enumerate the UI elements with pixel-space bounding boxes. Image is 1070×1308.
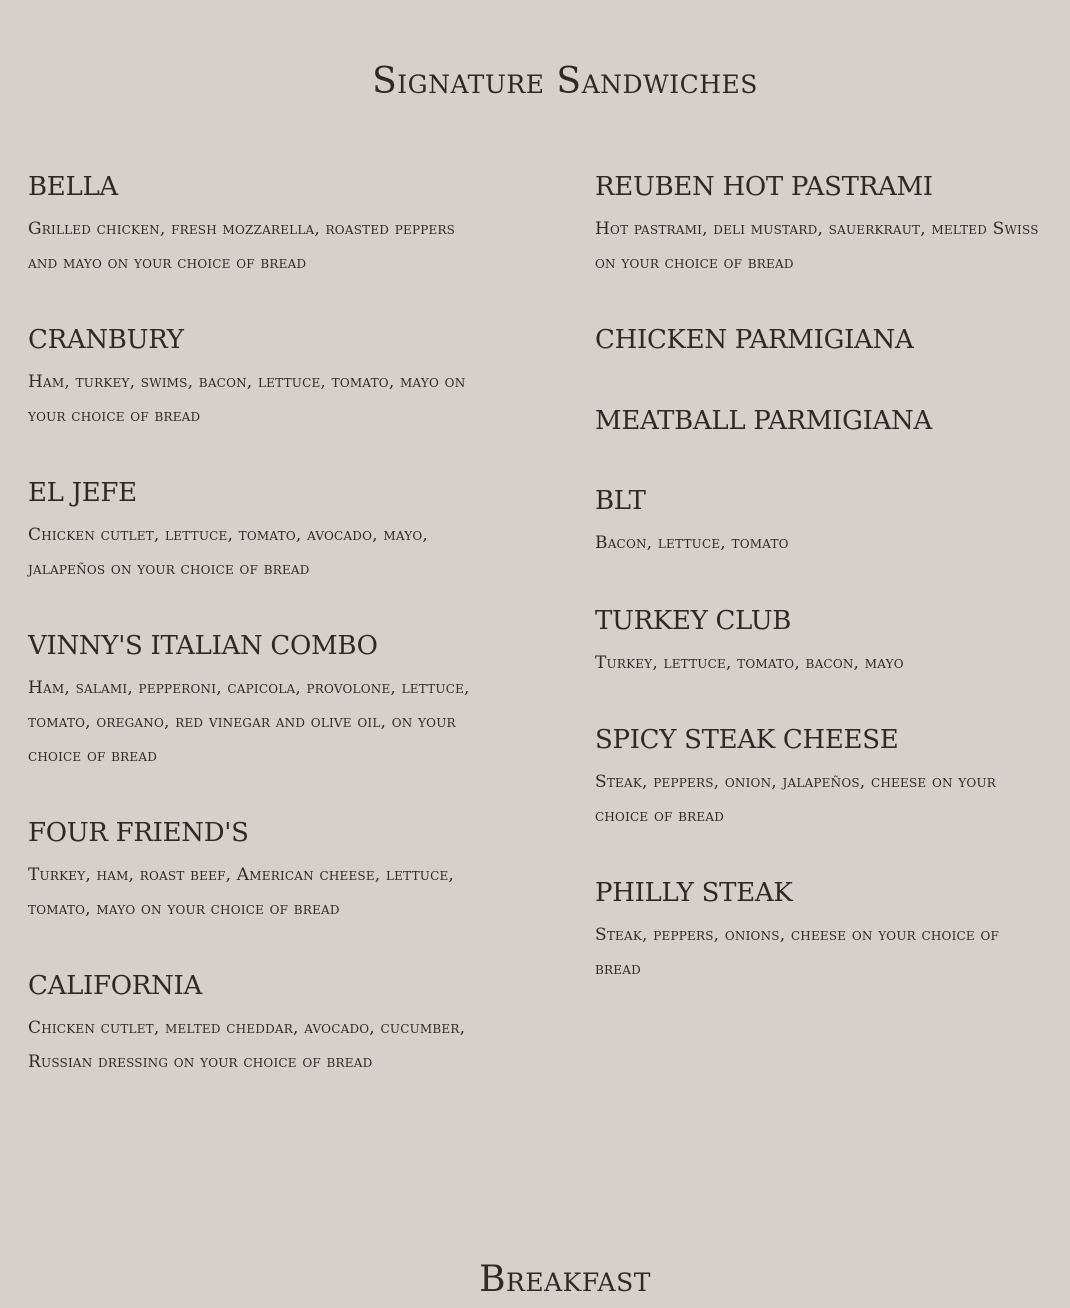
- menu-item-bella: [28, 172, 488, 280]
- menu-item-name: EL JEFE: [28, 478, 137, 508]
- menu-item-name: PHILLY STEAK: [595, 878, 793, 908]
- menu-item-vinnys-italian-combo: [28, 631, 488, 773]
- menu-item-name: BLT: [595, 486, 646, 516]
- menu-item-description: Turkey, ham, roast beef, American cheese, lettuce, tomato, mayo on your choice of bread: [28, 865, 455, 919]
- menu-item-california: [28, 971, 488, 1079]
- menu-item-chicken-parmigiana: [595, 325, 1040, 355]
- menu-item-cranbury: [28, 325, 488, 433]
- menu-item-name: SPICY STEAK CHEESE: [595, 725, 899, 755]
- menu-item-name: REUBEN HOT PASTRAMI: [595, 172, 933, 202]
- menu-item-blt: [595, 486, 1040, 560]
- menu-item-description: Ham, turkey, swims, bacon, lettuce, tomato, mayo on your choice of bread: [28, 372, 466, 426]
- menu-item-reuben-hot-pastrami: [595, 172, 1040, 280]
- menu-item-description: Chicken cutlet, lettuce, tomato, avocado, mayo, jalapeños on your choice of bread: [28, 525, 428, 579]
- menu-item-name: CRANBURY: [28, 325, 184, 355]
- menu-item-description: Chicken cutlet, melted cheddar, avocado, cucumber, Russian dressing on your choice of bread: [28, 1018, 466, 1072]
- menu-item-meatball-parmigiana: [595, 406, 1040, 436]
- menu-item-name: FOUR FRIEND'S: [28, 818, 249, 848]
- menu-item-description: Steak, peppers, onions, cheese on your choice of bread: [595, 925, 1000, 979]
- menu-item-name: TURKEY CLUB: [595, 606, 792, 636]
- menu-item-name: MEATBALL PARMIGIANA: [595, 406, 932, 436]
- section-title-signature-sandwiches: Signature Sandwiches: [372, 61, 758, 102]
- section-title-breakfast: Breakfast: [479, 1259, 651, 1300]
- menu-item-description: Bacon, lettuce, tomato: [595, 533, 789, 553]
- menu-item-spicy-steak-cheese: [595, 725, 1040, 833]
- menu-item-philly-steak: [595, 878, 1040, 986]
- menu-item-description: Turkey, lettuce, tomato, bacon, mayo: [595, 653, 904, 673]
- menu-item-el-jefe: [28, 478, 488, 586]
- menu-item-name: VINNY'S ITALIAN COMBO: [28, 631, 378, 661]
- menu-item-description: Ham, salami, pepperoni, capicola, provolone, lettuce, tomato, oregano, red vinegar and olive oil, on your choice of bread: [28, 678, 470, 766]
- menu-item-name: CHICKEN PARMIGIANA: [595, 325, 914, 355]
- menu-item-description: Hot pastrami, deli mustard, sauerkraut, melted Swiss on your choice of bread: [595, 219, 1039, 273]
- menu-item-turkey-club: [595, 606, 1040, 680]
- menu-item-name: CALIFORNIA: [28, 971, 202, 1001]
- menu-item-description: Grilled chicken, fresh mozzarella, roasted peppers and mayo on your choice of bread: [28, 219, 456, 273]
- menu-item-name: BELLA: [28, 172, 118, 202]
- menu-item-four-friends: [28, 818, 488, 926]
- menu-item-description: Steak, peppers, onion, jalapeños, cheese on your choice of bread: [595, 772, 996, 826]
